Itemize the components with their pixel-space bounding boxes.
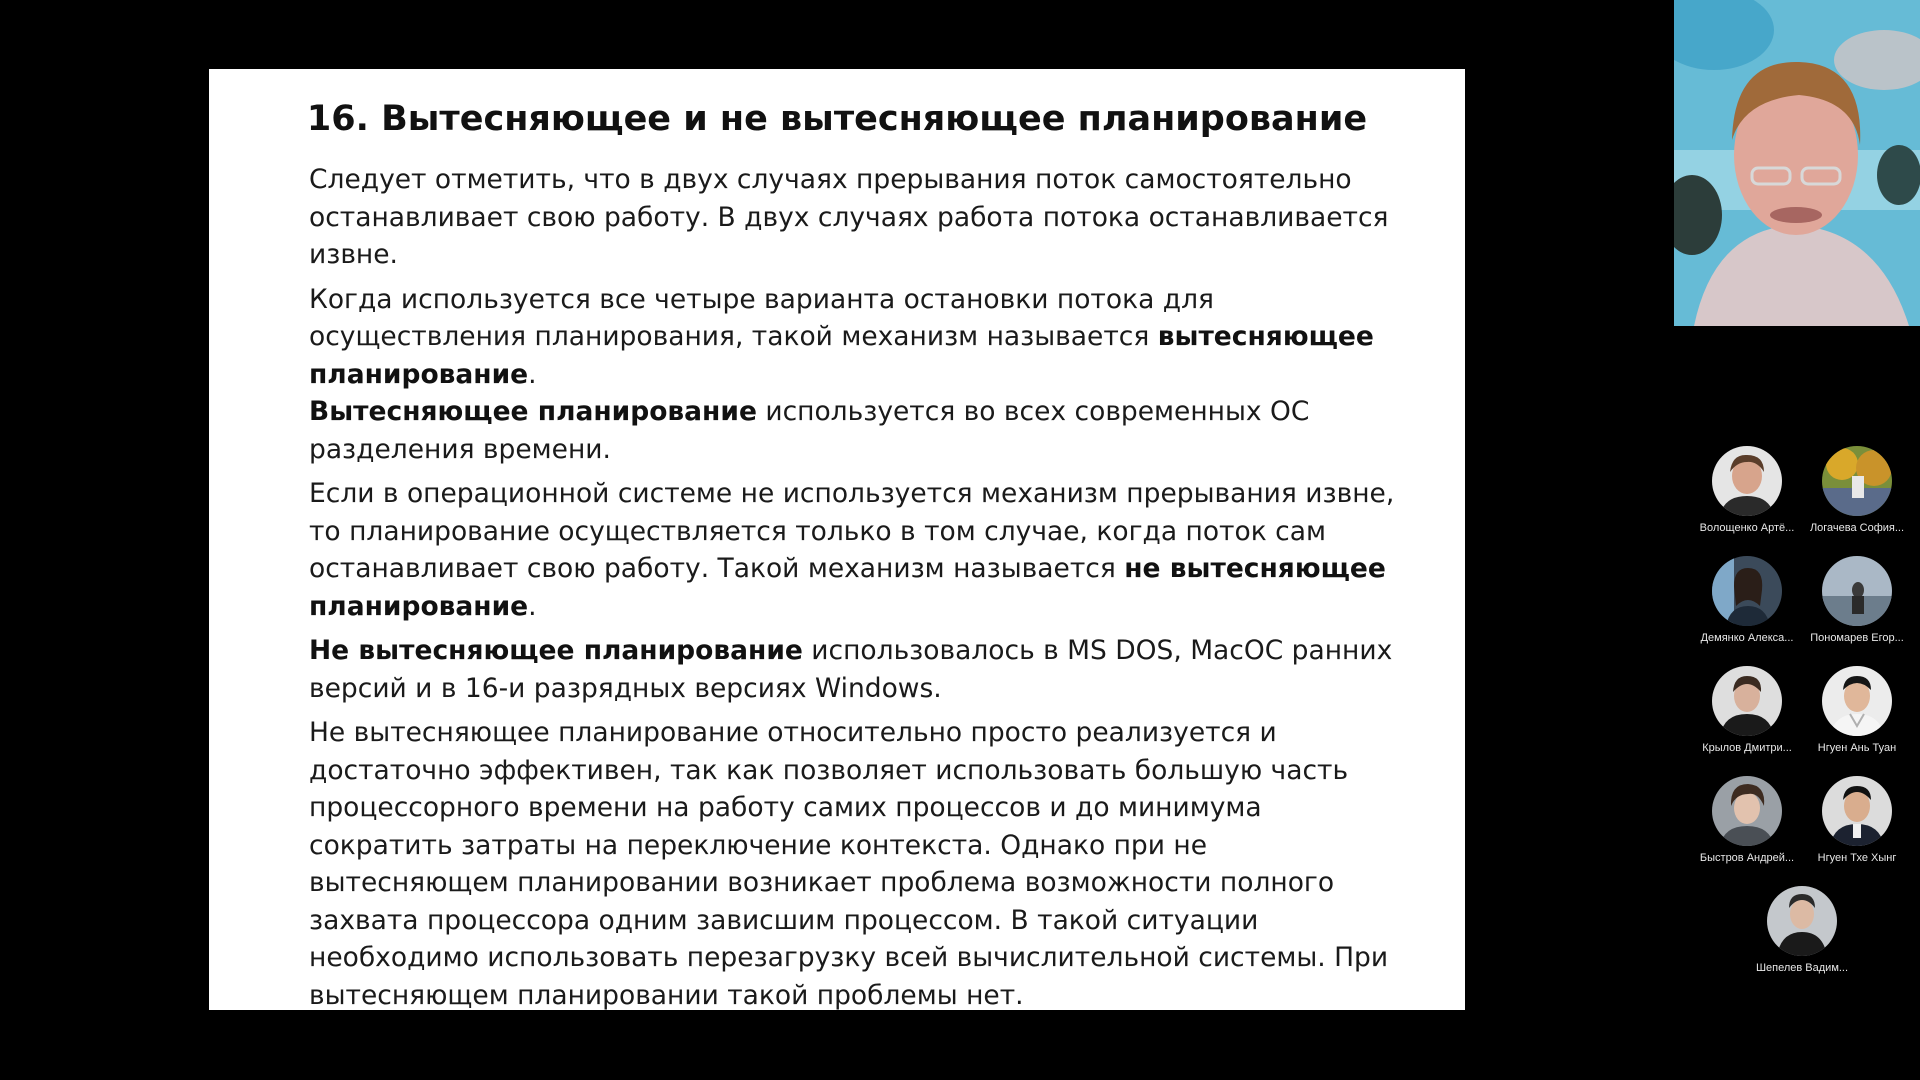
participant-avatar [1767, 886, 1837, 956]
participant-tile[interactable] [1692, 776, 1802, 864]
participant-name: Крылов Дмитри... [1702, 742, 1792, 754]
participant-name: Пономарев Егор... [1810, 632, 1904, 644]
paragraph-3-text: используется во всех современных ОС разделения времени. [309, 396, 1310, 465]
participants-panel [1692, 446, 1920, 986]
paragraph-5-bold: Не вытесняющее планирование [309, 635, 803, 666]
participant-name: Нгуен Ань Туан [1817, 742, 1897, 754]
speaker-video-tile[interactable] [1674, 0, 1920, 326]
participant-avatar [1712, 446, 1782, 516]
participant-avatar [1822, 556, 1892, 626]
paragraph-2 [309, 281, 1409, 469]
participant-avatar [1712, 776, 1782, 846]
participant-avatar [1822, 776, 1892, 846]
participant-name: Шепелев Вадим... [1755, 962, 1849, 974]
participant-tile[interactable] [1692, 556, 1802, 644]
paragraph-4-bold: не вытесняющее планирование [309, 553, 1386, 622]
paragraph-4-text: Если в операционной системе не используется механизм прерывания извне, то планирование осуществляется только в том случае, когда поток сам останавливает свою работу. Такой механизм называется [309, 478, 1395, 584]
paragraph-2-bold: вытесняющее планирование [309, 321, 1374, 390]
slide-body [309, 161, 1409, 1021]
participant-name: Демянко Алекса... [1700, 632, 1794, 644]
participant-avatar [1712, 556, 1782, 626]
participant-tile[interactable] [1747, 886, 1857, 974]
participant-avatar [1822, 666, 1892, 736]
presentation-slide [209, 69, 1465, 1010]
participant-name: Логачева София... [1809, 522, 1905, 534]
participant-tile[interactable] [1692, 666, 1802, 754]
participant-tile[interactable] [1802, 666, 1912, 754]
paragraph-4 [309, 475, 1409, 625]
participant-tile[interactable] [1802, 556, 1912, 644]
paragraph-5-text: использовалось в MS DOS, MacOC ранних версий и в 16-и разрядных версиях Windows. [309, 635, 1393, 704]
participant-name: Волощенко Артё... [1699, 522, 1795, 534]
paragraph-2-end: . [528, 358, 537, 390]
speaker-video-image [1674, 0, 1920, 326]
paragraph-2-text: Когда используется все четыре варианта остановки потока для осуществления планирования, такой механизм называется [309, 283, 1214, 352]
paragraph-1: Следует отметить, что в двух случаях прерывания поток самостоятельно останавливает свою работу. В двух случаях работа потока останавливается извне. [309, 164, 1389, 270]
participant-tile[interactable] [1802, 776, 1912, 864]
participant-name: Нгуен Тхе Хынг [1817, 852, 1897, 864]
participant-name: Быстров Андрей... [1699, 852, 1795, 864]
paragraph-5 [309, 632, 1409, 707]
participant-avatar [1822, 446, 1892, 516]
participant-tile[interactable] [1802, 446, 1912, 534]
slide-title: 16. Вытесняющее и не вытесняющее планирование [306, 99, 1368, 139]
paragraph-6: Не вытесняющее планирование относительно просто реализуется и достаточно эффективен, так как позволяет использовать большую часть процессорного времени на работу самих процессов и до минимума сократить затраты на переключение контекста. Однако при не вытесняющем планировании возникает проблема возможности полного захвата процессора одним зависшим процессом. В такой ситуации необходимо использовать перезагрузку всей вычислительной системы. При вытесняющем планировании такой проблемы нет. [309, 717, 1389, 1011]
paragraph-4-end: . [528, 590, 537, 622]
participant-avatar [1712, 666, 1782, 736]
paragraph-3-bold: Вытесняющее планирование [309, 396, 757, 427]
participant-tile[interactable] [1692, 446, 1802, 534]
